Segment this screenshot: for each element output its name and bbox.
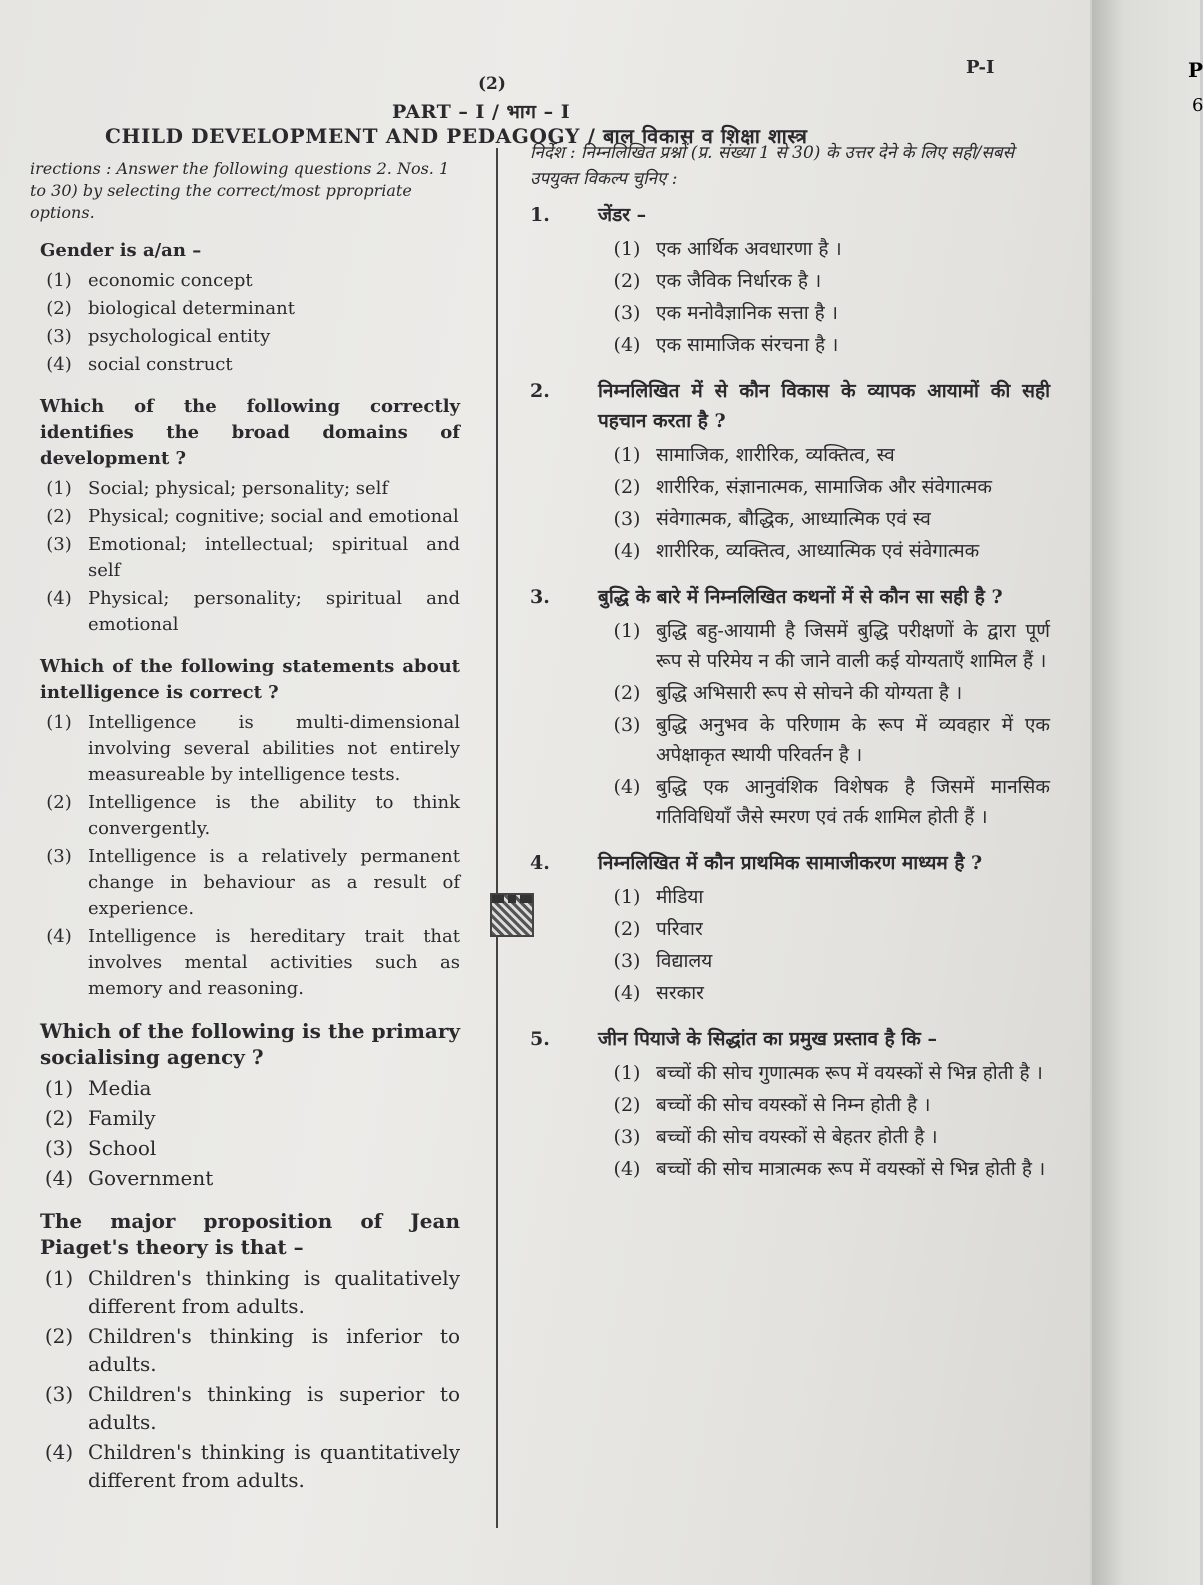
option-number: (3) [613, 950, 641, 972]
question-body [598, 1024, 1050, 1186]
option-item [30, 790, 460, 842]
column-divider [496, 148, 498, 1528]
option-item [30, 476, 460, 502]
question-hindi [530, 376, 1050, 568]
question-stem: निम्नलिखित में से कौन विकास के व्यापक आयामों की सही पहचान करता है ? [598, 380, 1050, 432]
option-number: (3) [46, 534, 72, 555]
option-number: (1) [44, 1266, 74, 1290]
option-number: (1) [613, 444, 641, 466]
option-number: (2) [613, 1094, 641, 1116]
option-number: (1) [613, 886, 641, 908]
question-number: 5. [530, 1028, 550, 1050]
option-text: Social; physical; personality; self [88, 478, 389, 499]
option-text: बुद्धि अभिसारी रूप से सोचने की योग्यता है । [656, 682, 963, 704]
option-item [598, 1154, 1050, 1184]
option-number: (4) [46, 926, 72, 947]
question-body [598, 376, 1050, 568]
option-text: विद्यालय [656, 950, 713, 972]
option-item [598, 882, 1050, 912]
option-text: biological determinant [88, 298, 295, 319]
option-item [598, 472, 1050, 502]
option-text: Intelligence is multi-dimensional involving several abilities not entirely measureable by intelligence tests. [88, 712, 460, 785]
page-number: (2) [478, 74, 506, 94]
option-item [30, 268, 460, 294]
question-number: 1. [530, 204, 550, 226]
question-english [30, 1208, 460, 1494]
option-number: (4) [44, 1440, 74, 1464]
option-text: सरकार [656, 982, 704, 1004]
question-english [30, 394, 460, 638]
question-body [598, 200, 1050, 362]
option-number: (3) [46, 846, 72, 867]
option-number: (2) [613, 918, 641, 940]
option-number: (2) [46, 792, 72, 813]
option-text: social construct [88, 354, 233, 375]
option-text: बुद्धि एक आनुवंशिक विशेषक है जिसमें मानसिक गतिविधियाँ जैसे स्मरण एवं तर्क शामिल होती हैं । [656, 776, 1050, 828]
question-body [598, 582, 1050, 834]
option-text: Media [88, 1076, 152, 1100]
next-page-edge [1092, 0, 1203, 1585]
option-list [30, 1264, 460, 1494]
option-list [598, 234, 1050, 360]
option-list [598, 616, 1050, 832]
directions-hindi: निर्देश : निम्नलिखित प्रश्नों (प्र. संख्या 1 से 30) के उत्तर देने के लिए सही/सबसे उपयुक्त विकल्प चुनिए : [530, 143, 1015, 189]
option-item [30, 1134, 460, 1162]
option-text: शारीरिक, संज्ञानात्मक, सामाजिक और संवेगात्मक [656, 476, 992, 498]
option-text: psychological entity [88, 326, 271, 347]
option-text: परिवार [656, 918, 703, 940]
option-number: (1) [613, 620, 641, 642]
option-number: (2) [613, 476, 641, 498]
option-text: Government [88, 1166, 214, 1190]
option-item [598, 1090, 1050, 1120]
option-item [30, 1164, 460, 1192]
option-item [30, 324, 460, 350]
option-number: (1) [613, 1062, 641, 1084]
option-text: Intelligence is a relatively permanent change in behaviour as a result of experience. [88, 846, 460, 919]
option-item [30, 504, 460, 530]
question-english [30, 654, 460, 1002]
option-list [598, 440, 1050, 566]
option-list [598, 1058, 1050, 1184]
option-number: (1) [44, 1076, 74, 1100]
option-text: Children's thinking is inferior to adults. [88, 1324, 460, 1376]
section-title: CHILD DEVELOPMENT AND PEDAGOGY / बाल विकास व शिक्षा शास्त्र [105, 124, 808, 148]
option-text: बच्चों की सोच मात्रात्मक रूप में वयस्कों से भिन्न होती है । [656, 1158, 1046, 1180]
option-item [598, 234, 1050, 264]
option-item [598, 616, 1050, 676]
english-column [30, 158, 460, 1510]
option-text: Children's thinking is qualitatively different from adults. [88, 1266, 460, 1318]
option-list [30, 1074, 460, 1192]
question-stem: The major proposition of Jean Piaget's theory is that – [40, 1209, 460, 1259]
option-item [598, 946, 1050, 976]
option-number: (1) [46, 270, 72, 291]
option-number: (1) [46, 478, 72, 499]
option-number: (4) [613, 982, 641, 1004]
option-text: Emotional; intellectual; spiritual and self [88, 534, 460, 581]
option-item [598, 678, 1050, 708]
question-english [30, 1018, 460, 1192]
option-number: (2) [44, 1324, 74, 1348]
option-text: शारीरिक, व्यक्तित्व, आध्यात्मिक एवं संवेगात्मक [656, 540, 980, 562]
option-number: (3) [613, 302, 641, 324]
question-body [598, 848, 1050, 1010]
option-item [598, 440, 1050, 470]
option-item [598, 914, 1050, 944]
qr-code-icon [490, 893, 534, 937]
option-text: एक आर्थिक अवधारणा है । [656, 238, 842, 260]
option-list [30, 268, 460, 378]
option-number: (1) [46, 712, 72, 733]
option-text: एक मनोवैज्ञानिक सत्ता है । [656, 302, 838, 324]
option-item [30, 710, 460, 788]
option-number: (2) [46, 298, 72, 319]
option-item [30, 532, 460, 584]
option-number: (2) [613, 270, 641, 292]
next-page-code: P [1188, 58, 1203, 82]
hindi-column [530, 140, 1050, 1200]
next-page-number: 6 [1192, 95, 1203, 116]
option-text: बच्चों की सोच वयस्कों से बेहतर होती है । [656, 1126, 938, 1148]
option-item [598, 1122, 1050, 1152]
option-number: (4) [613, 1158, 641, 1180]
question-hindi [530, 1024, 1050, 1186]
option-number: (4) [613, 776, 641, 798]
option-number: (3) [613, 508, 641, 530]
option-text: Physical; cognitive; social and emotional [88, 506, 459, 527]
option-list [30, 476, 460, 638]
option-text: Children's thinking is quantitatively different from adults. [88, 1440, 460, 1492]
paper-code: P-I [966, 57, 995, 78]
option-text: बच्चों की सोच गुणात्मक रूप में वयस्कों से भिन्न होती है । [656, 1062, 1043, 1084]
option-item [598, 536, 1050, 566]
option-item [30, 1322, 460, 1378]
question-stem: Gender is a/an – [40, 240, 202, 261]
question-hindi [530, 848, 1050, 1010]
question-hindi [530, 200, 1050, 362]
option-number: (2) [44, 1106, 74, 1130]
option-text: बुद्धि बहु-आयामी है जिसमें बुद्धि परीक्षणों के द्वारा पूर्ण रूप से परिमेय न की जाने वाली कई योग्यताएँ शामिल हैं । [656, 620, 1050, 672]
option-number: (4) [613, 334, 641, 356]
option-number: (3) [613, 714, 641, 736]
option-text: संवेगात्मक, बौद्धिक, आध्यात्मिक एवं स्व [656, 508, 931, 530]
option-item [598, 298, 1050, 328]
option-item [598, 1058, 1050, 1088]
option-item [598, 772, 1050, 832]
question-stem: Which of the following is the primary socialising agency ? [40, 1019, 460, 1069]
option-number: (1) [613, 238, 641, 260]
option-item [30, 1074, 460, 1102]
option-item [30, 1438, 460, 1494]
question-number: 2. [530, 380, 550, 402]
option-list [30, 710, 460, 1002]
option-number: (2) [613, 682, 641, 704]
question-hindi [530, 582, 1050, 834]
option-item [598, 266, 1050, 296]
option-text: Intelligence is the ability to think convergently. [88, 792, 460, 839]
option-item [30, 586, 460, 638]
option-list [598, 882, 1050, 1008]
option-text: एक जैविक निर्धारक है । [656, 270, 822, 292]
directions-english: irections : Answer the following questions 2. Nos. 1 to 30) by selecting the correct/most ppropriate options. [30, 159, 450, 222]
option-item [30, 844, 460, 922]
option-number: (2) [46, 506, 72, 527]
option-item [30, 924, 460, 1002]
question-stem: जेंडर – [598, 204, 647, 226]
option-item [598, 710, 1050, 770]
question-stem: निम्नलिखित में कौन प्राथमिक सामाजीकरण माध्यम है ? [598, 852, 983, 874]
option-item [30, 1380, 460, 1436]
option-text: बुद्धि अनुभव के परिणाम के रूप में व्यवहार में एक अपेक्षाकृत स्थायी परिवर्तन है । [656, 714, 1050, 766]
option-text: एक सामाजिक संरचना है । [656, 334, 839, 356]
option-number: (4) [44, 1166, 74, 1190]
option-number: (4) [46, 354, 72, 375]
option-item [30, 352, 460, 378]
option-text: School [88, 1136, 157, 1160]
question-stem: Which of the following statements about intelligence is correct ? [40, 656, 460, 703]
option-text: economic concept [88, 270, 253, 291]
option-item [598, 504, 1050, 534]
option-number: (3) [44, 1382, 74, 1406]
option-number: (4) [613, 540, 641, 562]
option-text: Intelligence is hereditary trait that involves mental activities such as memory and reasoning. [88, 926, 460, 999]
question-stem: Which of the following correctly identifies the broad domains of development ? [40, 396, 460, 469]
option-item [30, 1264, 460, 1320]
option-number: (4) [46, 588, 72, 609]
option-number: (3) [46, 326, 72, 347]
option-text: Family [88, 1106, 156, 1130]
option-number: (3) [613, 1126, 641, 1148]
option-item [30, 1104, 460, 1132]
option-text: सामाजिक, शारीरिक, व्यक्तित्व, स्व [656, 444, 895, 466]
option-number: (3) [44, 1136, 74, 1160]
option-text: Physical; personality; spiritual and emotional [88, 588, 460, 635]
question-english [30, 238, 460, 378]
part-heading: PART – I / भाग – I [392, 101, 571, 123]
option-text: Children's thinking is superior to adults. [88, 1382, 460, 1434]
question-number: 3. [530, 586, 550, 608]
option-text: बच्चों की सोच वयस्कों से निम्न होती है । [656, 1094, 931, 1116]
option-item [30, 296, 460, 322]
option-item [598, 978, 1050, 1008]
question-number: 4. [530, 852, 550, 874]
option-item [598, 330, 1050, 360]
question-stem: बुद्धि के बारे में निम्नलिखित कथनों में से कौन सा सही है ? [598, 586, 1003, 608]
question-stem: जीन पियाजे के सिद्धांत का प्रमुख प्रस्ताव है कि – [598, 1028, 937, 1050]
option-text: मीडिया [656, 886, 704, 908]
